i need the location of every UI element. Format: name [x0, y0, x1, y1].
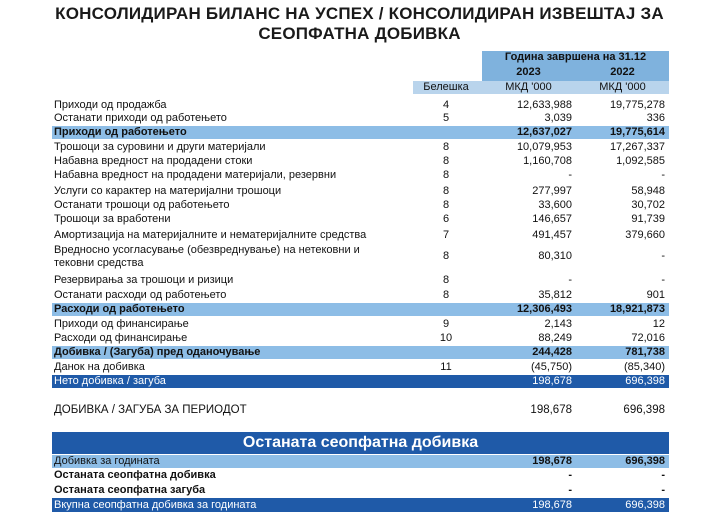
- row-value-2022: 19,775,278: [609, 99, 665, 111]
- row-label: Останати приходи од работењето: [54, 112, 227, 124]
- row-value-2022: 901: [646, 289, 665, 301]
- title-line-2: СЕОПФАТНА ДОБИВКА: [258, 24, 461, 43]
- row-value-2023: 35,812: [538, 289, 572, 301]
- row-value-2022: -: [661, 469, 665, 481]
- row-income-tax: [52, 361, 669, 374]
- row-oci-gain: [52, 469, 669, 482]
- title-line-1: КОНСОЛИДИРАН БИЛАНС НА УСПЕХ / КОНСОЛИДИРАН ИЗВЕШТАЈ ЗА: [55, 4, 664, 23]
- row-note: 5: [442, 112, 450, 124]
- row-value-2022: -: [661, 484, 665, 496]
- row-value-2023: 198,678: [532, 455, 572, 467]
- row-label: Резервирања за трошоци и ризици: [54, 274, 234, 286]
- row-note: 8: [442, 274, 450, 286]
- row-note: 8: [442, 169, 450, 181]
- row-depreciation: [52, 229, 669, 242]
- row-value-2023: 277,997: [532, 185, 572, 197]
- row-value-2023: 491,457: [532, 229, 572, 241]
- row-value-2023: 12,637,027: [516, 126, 572, 138]
- row-value-2023: (45,750): [531, 361, 572, 373]
- row-label: Набавна вредност на продадени материјали, резервни: [54, 169, 337, 181]
- row-other-operating-costs: [52, 199, 669, 212]
- row-note: 8: [442, 289, 450, 301]
- row-label: Добивка за годината: [54, 455, 160, 467]
- row-value-2022: 336: [646, 112, 665, 124]
- row-note: 10: [439, 332, 453, 344]
- row-value-2023: 3,039: [544, 112, 572, 124]
- row-label: Нето добивка / загуба: [54, 375, 166, 387]
- row-value-2022: 379,660: [625, 229, 665, 241]
- row-material-services: [52, 185, 669, 198]
- currency-2022-header: МКД '000: [599, 81, 646, 93]
- row-value-2023: 80,310: [538, 250, 572, 262]
- row-value-2022: (85,340): [624, 361, 665, 373]
- row-value-2022: 696,398: [625, 499, 665, 511]
- row-label: Набавна вредност на продадени стоки: [54, 155, 253, 167]
- row-value-2023: 2,143: [544, 318, 572, 330]
- row-note: 6: [442, 213, 450, 225]
- row-operating-income-total: [52, 126, 669, 139]
- row-label: ДОБИВКА / ЗАГУБА ЗА ПЕРИОДОТ: [54, 404, 247, 416]
- row-sales-revenue: [52, 99, 669, 112]
- row-operating-expenses-total: [52, 303, 669, 316]
- row-value-2022: 58,948: [631, 185, 665, 197]
- row-value-2023: 198,678: [530, 404, 572, 416]
- row-value-2022: 18,921,873: [609, 303, 665, 315]
- row-label: Расходи од работењето: [54, 303, 185, 315]
- row-note: 8: [442, 155, 450, 167]
- row-value-2022: 19,775,614: [609, 126, 665, 138]
- year-2022-header: 2022: [610, 66, 635, 78]
- row-note: 8: [442, 199, 450, 211]
- row-label: Услуги со карактер на материјални трошоци: [54, 185, 282, 197]
- row-note: 8: [442, 250, 450, 262]
- row-value-2023: 1,160,708: [523, 155, 572, 167]
- row-label: Останати расходи од работењето: [54, 289, 227, 301]
- row-label: Останати трошоци од работењето: [54, 199, 230, 211]
- row-profit-for-period: [52, 403, 669, 417]
- row-value-2023: 12,306,493: [516, 303, 572, 315]
- row-label: Приходи од работењето: [54, 126, 187, 138]
- row-value-2022: -: [661, 274, 665, 286]
- row-note: 8: [442, 185, 450, 197]
- row-finance-income: [52, 318, 669, 331]
- row-cost-of-materials-sold: [52, 169, 669, 182]
- row-other-operating-income: [52, 112, 669, 125]
- row-profit-for-year: [52, 455, 669, 468]
- row-label-line-1: Вредносно усогласување (обезвреднување) на нетековни и: [54, 244, 360, 256]
- currency-2023-header: МКД '000: [505, 81, 552, 93]
- row-value-2022: 17,267,337: [609, 141, 665, 153]
- year-2023-header: 2023: [516, 66, 541, 78]
- row-value-2023: 244,428: [532, 346, 572, 358]
- row-value-2023: 88,249: [538, 332, 572, 344]
- row-value-2022: 91,739: [631, 213, 665, 225]
- page-title: [0, 4, 719, 44]
- row-value-2022: 781,738: [625, 346, 665, 358]
- row-value-2023: 198,678: [532, 499, 572, 511]
- row-value-2022: 696,398: [623, 404, 665, 416]
- row-value-2023: -: [568, 169, 572, 181]
- row-value-2022: 696,398: [625, 455, 665, 467]
- row-value-2022: 696,398: [625, 375, 665, 387]
- note-column-header: Белешка: [423, 81, 469, 93]
- row-value-2023: -: [568, 274, 572, 286]
- row-profit-before-tax: [52, 346, 669, 359]
- row-value-2022: 72,016: [631, 332, 665, 344]
- row-value-2023: 146,657: [532, 213, 572, 225]
- row-label: Приходи од финансирање: [54, 318, 189, 330]
- oci-section-banner: Останата сеопфатна добивка: [52, 432, 669, 454]
- row-impairment: [52, 243, 669, 271]
- row-label: Приходи од продажба: [54, 99, 167, 111]
- row-note: 8: [442, 141, 450, 153]
- row-value-2022: 30,702: [631, 199, 665, 211]
- row-note: 11: [440, 361, 452, 373]
- row-value-2022: 1,092,585: [616, 155, 665, 167]
- row-net-profit: [52, 375, 669, 388]
- row-value-2023: 33,600: [538, 199, 572, 211]
- row-label: Трошоци за вработени: [54, 213, 171, 225]
- row-label: Добивка / (Загуба) пред оданочување: [54, 346, 261, 358]
- row-label: [54, 244, 410, 270]
- row-label-line-2: тековни средства: [54, 257, 144, 269]
- row-label: Трошоци за суровини и други материјали: [54, 141, 266, 153]
- row-raw-materials: [52, 141, 669, 154]
- row-label: Амортизација на материјалните и нематеријалните средства: [54, 229, 367, 241]
- row-provisions: [52, 274, 669, 287]
- row-label: Вкупна сеопфатна добивка за годината: [54, 499, 257, 511]
- row-note: 7: [442, 229, 450, 241]
- row-label: Данок на добивка: [54, 361, 145, 373]
- period-header: Година завршена на 31.12: [504, 51, 647, 63]
- row-total-comprehensive-income: [52, 498, 669, 512]
- row-note: 4: [442, 99, 450, 111]
- row-value-2023: -: [568, 469, 572, 481]
- row-value-2023: -: [568, 484, 572, 496]
- row-oci-loss: [52, 484, 669, 497]
- row-cost-of-goods: [52, 155, 669, 168]
- row-label: Расходи од финансирање: [54, 332, 188, 344]
- row-value-2023: 198,678: [532, 375, 572, 387]
- row-other-operating-expenses: [52, 289, 669, 302]
- row-finance-expenses: [52, 332, 669, 345]
- row-value-2022: 12: [652, 318, 665, 330]
- row-employee-costs: [52, 213, 669, 226]
- row-value-2023: 12,633,988: [516, 99, 572, 111]
- row-value-2022: -: [661, 169, 665, 181]
- row-value-2023: 10,079,953: [516, 141, 572, 153]
- row-label: Останата сеопфатна добивка: [54, 469, 216, 481]
- row-note: 9: [442, 318, 450, 330]
- row-label: Останата сеопфатна загуба: [54, 484, 206, 496]
- row-value-2022: -: [661, 250, 665, 262]
